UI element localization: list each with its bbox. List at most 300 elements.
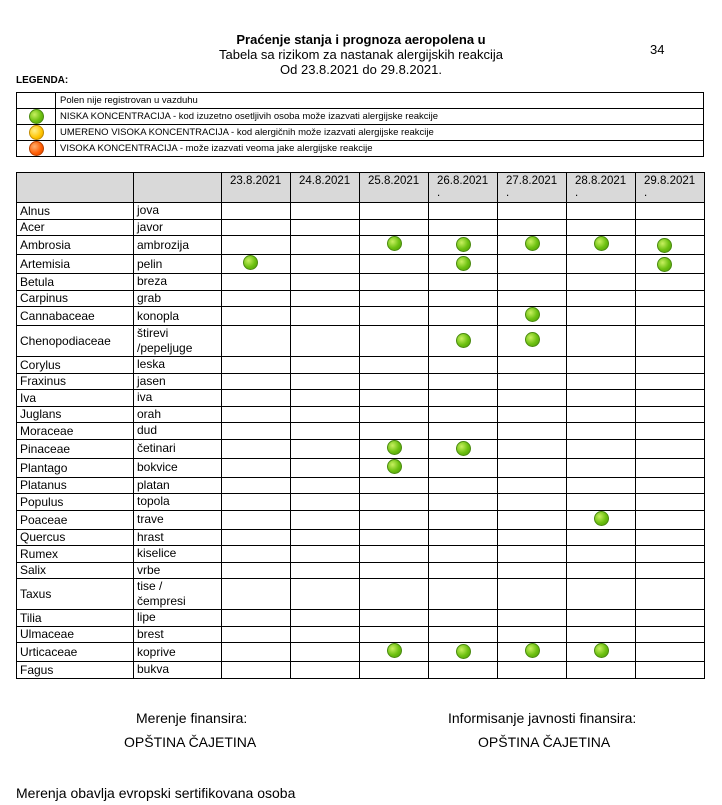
level-cell [567,406,636,423]
level-cell [429,477,498,494]
level-cell [567,423,636,440]
level-cell [360,458,429,477]
level-cell [360,562,429,579]
green-dot-icon [657,257,672,272]
level-cell [636,219,705,236]
level-cell [291,390,360,407]
level-cell [498,326,567,357]
level-cell [636,510,705,529]
level-cell [429,326,498,357]
level-cell [360,255,429,274]
green-dot-icon [387,459,402,474]
level-cell [222,626,291,643]
level-cell [222,307,291,326]
level-cell [291,219,360,236]
level-cell [360,439,429,458]
latin-name: Acer [17,219,134,236]
latin-name: Carpinus [17,290,134,307]
level-cell [222,255,291,274]
level-cell [567,546,636,563]
level-cell [636,423,705,440]
local-name: jova [134,203,222,220]
level-cell [291,290,360,307]
table-row [17,477,705,494]
level-cell [636,662,705,679]
table-row [17,390,705,407]
level-cell [222,610,291,627]
latin-name: Ambrosia [17,236,134,255]
latin-name: Taxus [17,579,134,610]
level-cell [636,458,705,477]
level-cell [360,406,429,423]
latin-name: Rumex [17,546,134,563]
latin-name: Corylus [17,357,134,374]
local-name: brest [134,626,222,643]
level-cell [360,477,429,494]
local-name: kiselice [134,546,222,563]
header-local [134,173,222,203]
level-cell [429,626,498,643]
latin-name: Poaceae [17,510,134,529]
table-row [17,643,705,662]
latin-name: Moraceae [17,423,134,440]
table-row [17,546,705,563]
legend-row [17,141,704,157]
latin-name: Juglans [17,406,134,423]
level-cell [429,529,498,546]
level-cell [291,643,360,662]
level-cell [567,357,636,374]
level-cell [636,357,705,374]
date-header: 27.8.2021 . [498,173,567,203]
legend-row [17,93,704,109]
level-cell [429,458,498,477]
level-cell [360,643,429,662]
level-cell [498,546,567,563]
level-cell [636,546,705,563]
level-cell [222,643,291,662]
green-dot-icon [525,307,540,322]
latin-name: Tilia [17,610,134,627]
table-row [17,373,705,390]
table-row [17,236,705,255]
green-dot-icon [594,511,609,526]
level-cell [360,274,429,291]
level-cell [567,610,636,627]
level-cell [291,439,360,458]
legend-icon-cell [17,125,56,141]
level-cell [291,307,360,326]
level-cell [360,529,429,546]
level-cell [498,626,567,643]
level-cell [222,423,291,440]
level-cell [291,494,360,511]
page-number: 34 [650,42,665,57]
level-cell [567,373,636,390]
pollen-table [16,172,705,679]
level-cell [636,626,705,643]
date-header: 26.8.2021 . [429,173,498,203]
legend-text: VISOKA KONCENTRACIJA - može izazvati veoma jake alergijske reakcije [56,141,704,157]
level-cell [636,390,705,407]
level-cell [498,458,567,477]
green-dot-icon [387,440,402,455]
yellow-dot-icon [29,125,44,140]
level-cell [222,439,291,458]
local-name: lipe [134,610,222,627]
local-name: pelin [134,255,222,274]
level-cell [498,643,567,662]
level-cell [429,307,498,326]
level-cell [636,562,705,579]
level-cell [429,290,498,307]
level-cell [567,255,636,274]
level-cell [360,494,429,511]
level-cell [360,373,429,390]
level-cell [429,274,498,291]
green-dot-icon [456,644,471,659]
table-row [17,494,705,511]
green-dot-icon [243,255,258,270]
level-cell [291,529,360,546]
latin-name: Fraxinus [17,373,134,390]
level-cell [291,458,360,477]
table-row [17,307,705,326]
level-cell [567,510,636,529]
level-cell [636,326,705,357]
level-cell [567,494,636,511]
table-row [17,326,705,357]
level-cell [291,546,360,563]
header-latin [17,173,134,203]
local-name: jasen [134,373,222,390]
level-cell [360,307,429,326]
level-cell [498,423,567,440]
level-cell [636,494,705,511]
level-cell [567,529,636,546]
level-cell [567,643,636,662]
green-dot-icon [387,236,402,251]
footer-right-value: OPŠTINA ČAJETINA [478,734,611,750]
level-cell [498,579,567,610]
level-cell [222,274,291,291]
level-cell [291,579,360,610]
level-cell [291,357,360,374]
level-cell [567,662,636,679]
latin-name: Quercus [17,529,134,546]
level-cell [429,255,498,274]
table-row [17,274,705,291]
level-cell [291,477,360,494]
local-name: štirevi /pepeljuge [134,326,222,357]
level-cell [498,373,567,390]
level-cell [291,236,360,255]
table-row [17,579,705,610]
level-cell [429,439,498,458]
local-name: dud [134,423,222,440]
document-title-block [0,32,722,77]
level-cell [360,390,429,407]
level-cell [291,562,360,579]
level-cell [567,439,636,458]
local-name: breza [134,274,222,291]
table-row [17,529,705,546]
table-row [17,406,705,423]
legend-text: Polen nije registrovan u vazduhu [56,93,704,109]
level-cell [429,219,498,236]
level-cell [567,274,636,291]
table-row [17,357,705,374]
level-cell [567,290,636,307]
document-period: Od 23.8.2021 do 29.8.2021. [280,62,442,77]
level-cell [291,406,360,423]
level-cell [222,579,291,610]
level-cell [360,662,429,679]
table-row [17,255,705,274]
level-cell [567,579,636,610]
table-row [17,290,705,307]
level-cell [498,357,567,374]
level-cell [567,477,636,494]
level-cell [429,373,498,390]
level-cell [498,290,567,307]
level-cell [498,610,567,627]
level-cell [498,203,567,220]
level-cell [636,274,705,291]
level-cell [498,562,567,579]
document-title: Praćenje stanja i prognoza aeropolena u [236,32,486,47]
legend-row [17,125,704,141]
local-name: topola [134,494,222,511]
level-cell [291,626,360,643]
level-cell [498,406,567,423]
level-cell [360,626,429,643]
level-cell [360,290,429,307]
orange-dot-icon [29,141,44,156]
level-cell [567,626,636,643]
level-cell [636,290,705,307]
latin-name: Fagus [17,662,134,679]
level-cell [222,510,291,529]
latin-name: Plantago [17,458,134,477]
date-header: 29.8.2021 . [636,173,705,203]
local-name: konopla [134,307,222,326]
level-cell [222,326,291,357]
green-dot-icon [456,237,471,252]
footer-left-value: OPŠTINA ČAJETINA [124,734,257,750]
level-cell [222,546,291,563]
table-row [17,458,705,477]
level-cell [498,477,567,494]
level-cell [222,406,291,423]
level-cell [222,529,291,546]
level-cell [498,510,567,529]
latin-name: Populus [17,494,134,511]
table-row [17,610,705,627]
level-cell [360,610,429,627]
legend-text: UMERENO VISOKA KONCENTRACIJA - kod alergičnih može izazvati alergijske reakcije [56,125,704,141]
level-cell [291,373,360,390]
level-cell [636,439,705,458]
table-row [17,662,705,679]
level-cell [498,494,567,511]
level-cell [222,477,291,494]
legend-text: NISKA KONCENTRACIJA - kod izuzetno osetljivih osoba može izazvati alergijske reakcije [56,109,704,125]
local-name: četinari [134,439,222,458]
level-cell [636,307,705,326]
table-row [17,510,705,529]
level-cell [567,390,636,407]
local-name: javor [134,219,222,236]
level-cell [429,579,498,610]
green-dot-icon [525,643,540,658]
latin-name: Salix [17,562,134,579]
level-cell [636,610,705,627]
level-cell [222,290,291,307]
level-cell [567,326,636,357]
level-cell [498,390,567,407]
local-name: tise / čempresi [134,579,222,610]
level-cell [429,562,498,579]
level-cell [498,439,567,458]
level-cell [636,203,705,220]
latin-name: Cannabaceae [17,307,134,326]
level-cell [291,274,360,291]
legend-icon-cell [17,109,56,125]
level-cell [360,357,429,374]
date-header: 23.8.2021 [222,173,291,203]
local-name: bukva [134,662,222,679]
level-cell [636,373,705,390]
level-cell [636,529,705,546]
level-cell [360,510,429,529]
level-cell [636,477,705,494]
level-cell [222,373,291,390]
level-cell [222,458,291,477]
level-cell [360,219,429,236]
table-header-row [17,173,705,203]
level-cell [636,579,705,610]
level-cell [498,662,567,679]
legend-icon-cell [17,93,56,109]
green-dot-icon [456,441,471,456]
latin-name: Betula [17,274,134,291]
green-dot-icon [594,643,609,658]
level-cell [291,255,360,274]
local-name: bokvice [134,458,222,477]
table-row [17,626,705,643]
latin-name: Chenopodiaceae [17,326,134,357]
level-cell [567,203,636,220]
level-cell [498,219,567,236]
legend-row [17,109,704,125]
level-cell [636,406,705,423]
local-name: orah [134,406,222,423]
level-cell [567,219,636,236]
legend-table [16,92,704,157]
level-cell [429,510,498,529]
level-cell [291,610,360,627]
latin-name: Pinaceae [17,439,134,458]
level-cell [498,274,567,291]
local-name: iva [134,390,222,407]
green-dot-icon [657,238,672,253]
latin-name: Artemisia [17,255,134,274]
level-cell [222,219,291,236]
legend-label: LEGENDA: [16,75,69,86]
date-header: 24.8.2021 [291,173,360,203]
latin-name: Platanus [17,477,134,494]
level-cell [429,357,498,374]
green-dot-icon [456,333,471,348]
level-cell [498,529,567,546]
level-cell [291,326,360,357]
level-cell [567,458,636,477]
latin-name: Urticaceae [17,643,134,662]
level-cell [636,255,705,274]
level-cell [636,643,705,662]
latin-name: Iva [17,390,134,407]
level-cell [498,236,567,255]
level-cell [567,307,636,326]
green-dot-icon [525,332,540,347]
level-cell [222,562,291,579]
footer-note: Merenja obavlja evropski sertifikovana osoba [16,785,296,801]
level-cell [222,236,291,255]
table-row [17,423,705,440]
level-cell [429,610,498,627]
level-cell [429,390,498,407]
table-row [17,562,705,579]
level-cell [429,494,498,511]
level-cell [291,662,360,679]
date-header: 28.8.2021 . [567,173,636,203]
level-cell [222,390,291,407]
table-row [17,219,705,236]
level-cell [291,510,360,529]
table-row [17,439,705,458]
local-name: leska [134,357,222,374]
level-cell [429,236,498,255]
level-cell [636,236,705,255]
level-cell [360,423,429,440]
level-cell [567,562,636,579]
level-cell [360,546,429,563]
level-cell [360,326,429,357]
table-row [17,203,705,220]
level-cell [429,423,498,440]
local-name: trave [134,510,222,529]
level-cell [498,255,567,274]
document-subtitle: Tabela sa rizikom za nastanak alergijskih reakcija [219,47,503,62]
level-cell [429,643,498,662]
local-name: platan [134,477,222,494]
level-cell [360,236,429,255]
local-name: hrast [134,529,222,546]
level-cell [291,423,360,440]
green-dot-icon [29,109,44,124]
level-cell [222,494,291,511]
footer-right-label: Informisanje javnosti finansira: [448,710,637,726]
level-cell [222,203,291,220]
level-cell [429,406,498,423]
date-header: 25.8.2021 [360,173,429,203]
local-name: koprive [134,643,222,662]
green-dot-icon [387,643,402,658]
green-dot-icon [456,256,471,271]
level-cell [429,546,498,563]
level-cell [498,307,567,326]
